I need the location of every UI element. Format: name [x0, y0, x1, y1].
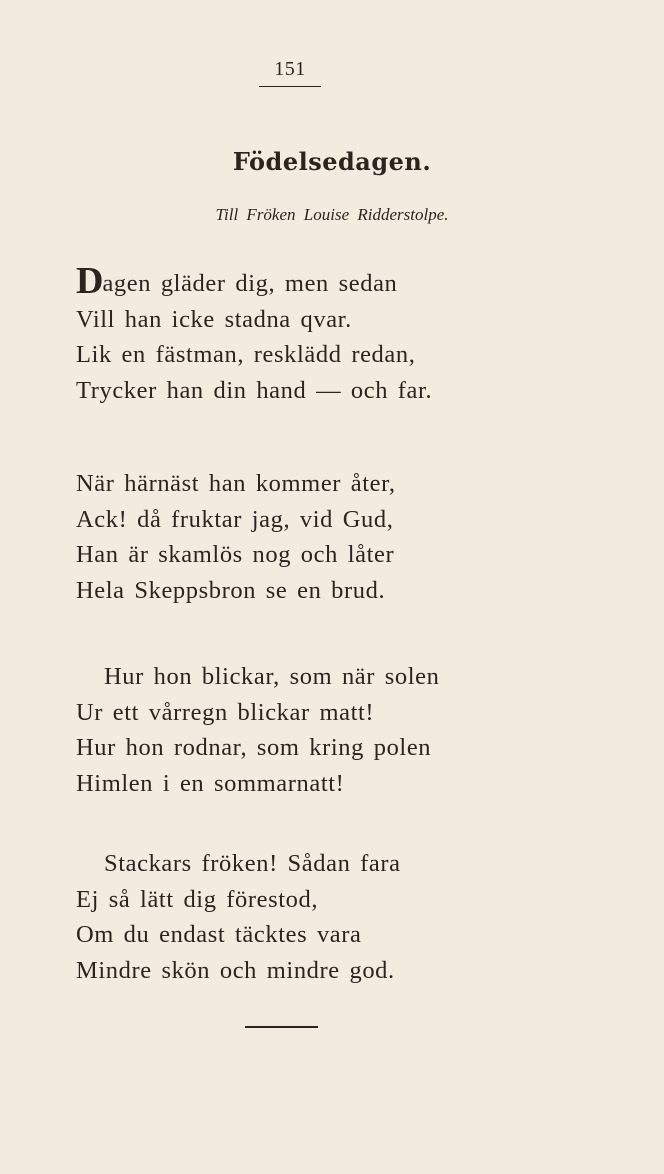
- verse-line: Vill han icke stadna qvar.: [76, 305, 352, 333]
- end-rule: [245, 1026, 318, 1028]
- verse-line: Trycker han din hand — och far.: [76, 376, 433, 404]
- verse-line: Lik en fästman, resklädd redan,: [76, 341, 416, 368]
- verse-line-text: agen gläder dig, men sedan: [102, 270, 398, 297]
- page-number-rule: [259, 86, 321, 87]
- poem-title: Födelsedagen.: [232, 147, 432, 176]
- verse-line: Om du endast täcktes vara: [76, 921, 362, 948]
- verse-line: När härnäst han kommer åter,: [76, 470, 396, 497]
- verse-line: Mindre skön och mindre god.: [76, 956, 395, 984]
- verse-line: Hur hon blickar, som när solen: [104, 663, 440, 690]
- verse-line: Hela Skeppsbron se en brud.: [76, 576, 386, 604]
- drop-cap: D: [76, 260, 103, 302]
- verse-line: Stackars fröken! Sådan fara: [104, 850, 401, 877]
- verse-line: Hur hon rodnar, som kring polen: [76, 734, 432, 761]
- poem-dedication: Till Fröken Louise Ridderstolpe.: [215, 205, 449, 224]
- stanza: [76, 846, 401, 988]
- verse-line: Ack! då fruktar jag, vid Gud,: [76, 505, 394, 533]
- stanza: [76, 659, 439, 801]
- page-number: 151: [274, 58, 306, 80]
- verse-line: Ej så lätt dig förestod,: [76, 885, 319, 913]
- verse-line: Ur ett vårregn blickar matt!: [76, 698, 375, 726]
- verse-line: [76, 260, 432, 302]
- verse-line: Han är skamlös nog och låter: [76, 541, 395, 568]
- stanza: [76, 466, 396, 608]
- stanza: [76, 260, 433, 408]
- verse-line: Himlen i en sommarnatt!: [76, 769, 345, 797]
